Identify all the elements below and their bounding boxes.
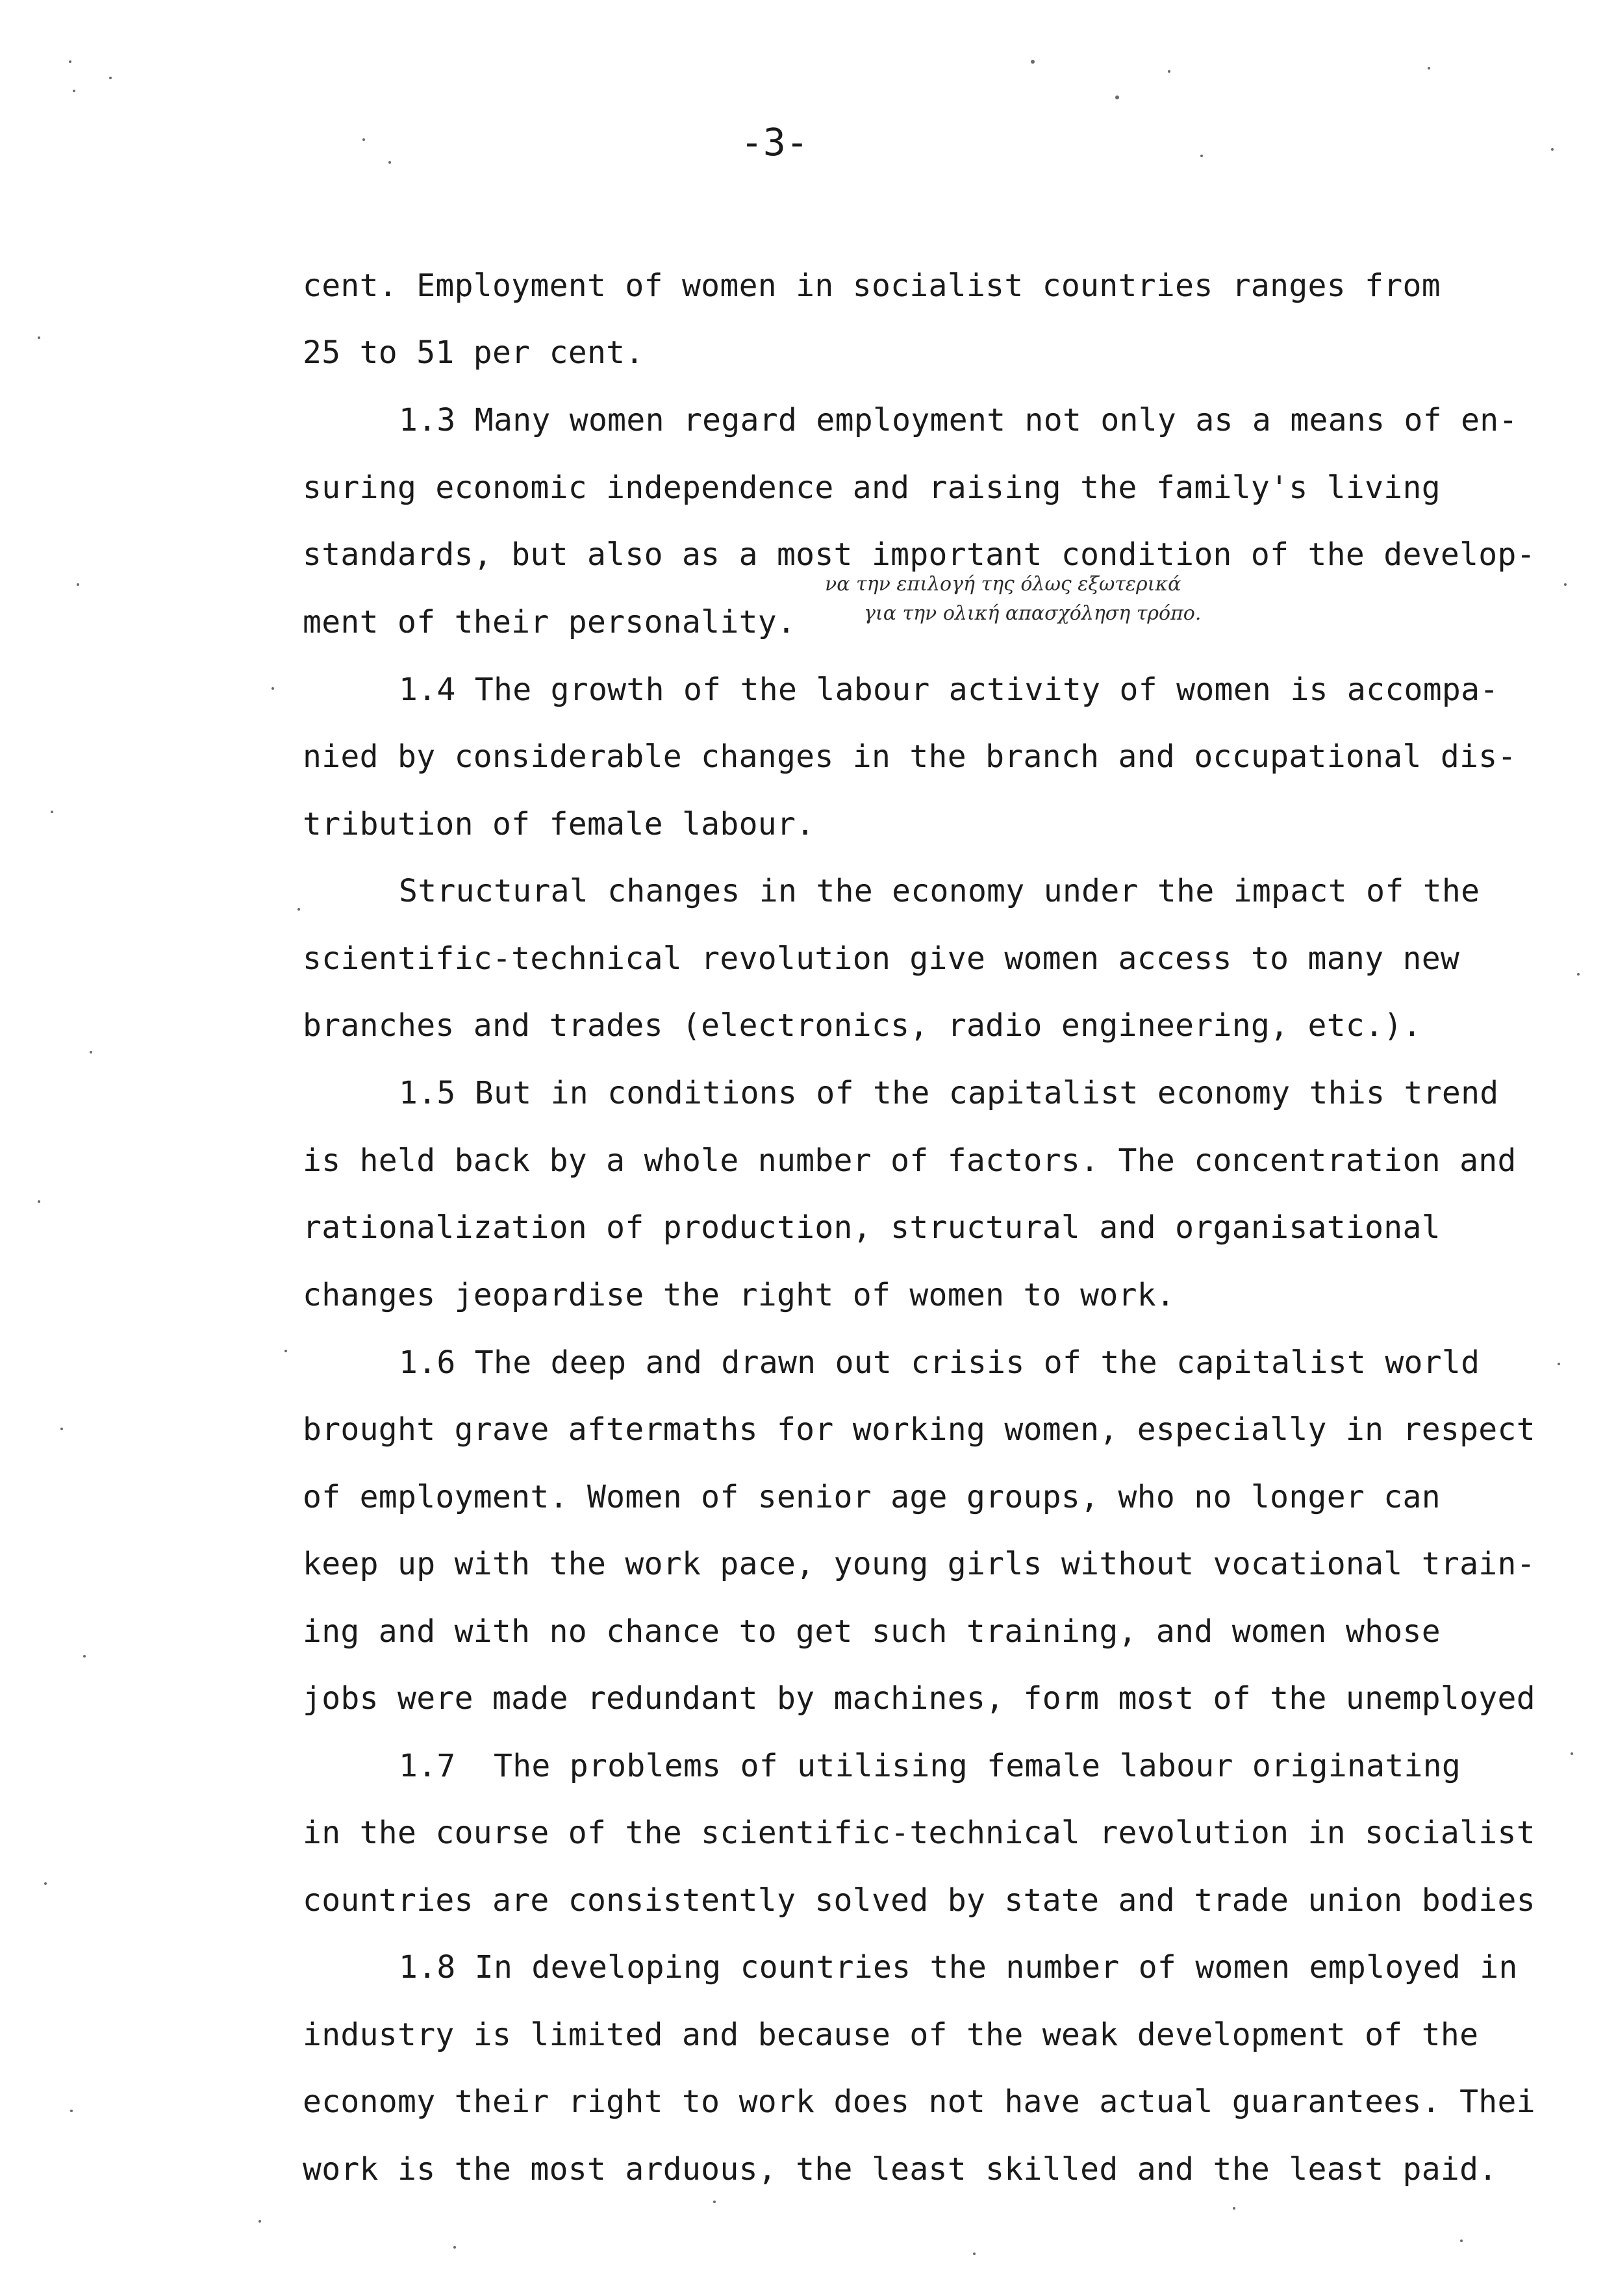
handwritten-note-line2: για την ολική απασχόληση τρόπο.: [864, 602, 1202, 625]
text-line: 1.3 Many women regard employment not only as a means of en-: [399, 402, 1518, 438]
text-line: branches and trades (electronics, radio engineering, etc.).: [303, 1007, 1422, 1044]
text-line: in the course of the scientific-technical revolution in socialist: [303, 1815, 1535, 1851]
text-line: standards, but also as a most important condition of the develop-: [303, 536, 1535, 573]
text-line: tribution of female labour.: [303, 806, 815, 842]
text-line: 1.7 The problems of utilising female labour originating: [399, 1748, 1461, 1784]
handwritten-note-line1: να την επιλογή της όλως εξωτερικά: [825, 573, 1181, 596]
text-line: work is the most arduous, the least skilled and the least paid.: [303, 2151, 1498, 2188]
text-line: 25 to 51 per cent.: [303, 334, 644, 371]
text-line: keep up with the work pace, young girls without vocational train-: [303, 1546, 1535, 1582]
text-line: Structural changes in the economy under the impact of the: [399, 873, 1480, 909]
text-line: countries are consistently solved by state and trade union bodies: [303, 1882, 1535, 1919]
text-line: ing and with no chance to get such training, and women whose: [303, 1613, 1441, 1650]
text-line: 1.5 But in conditions of the capitalist economy this trend: [399, 1075, 1499, 1111]
text-line: rationalization of production, structural and organisational: [303, 1209, 1441, 1246]
text-line: nied by considerable changes in the branch and occupational dis-: [303, 738, 1517, 775]
text-line: brought grave aftermaths for working women, especially in respect: [303, 1411, 1535, 1448]
text-line: scientific-technical revolution give women access to many new: [303, 940, 1460, 977]
text-line: cent. Employment of women in socialist countries ranges from: [303, 268, 1441, 304]
text-line: is held back by a whole number of factors. The concentration and: [303, 1142, 1517, 1179]
text-line: jobs were made redundant by machines, form most of the unemployed: [303, 1680, 1535, 1717]
text-line: 1.6 The deep and drawn out crisis of the capitalist world: [399, 1344, 1480, 1381]
text-line: economy their right to work does not have actual guarantees. Thei: [303, 2084, 1535, 2120]
text-line: 1.4 The growth of the labour activity of women is accompa-: [399, 672, 1499, 708]
page-number: -3-: [740, 120, 809, 164]
text-line: industry is limited and because of the weak development of the: [303, 2017, 1479, 2053]
text-line: suring economic independence and raising the family's living: [303, 470, 1441, 506]
text-line: 1.8 In developing countries the number of women employed in: [399, 1949, 1518, 1986]
text-line: changes jeopardise the right of women to work.: [303, 1277, 1176, 1313]
text-line: ment of their personality.: [303, 604, 796, 640]
text-line: of employment. Women of senior age groups, who no longer can: [303, 1479, 1441, 1515]
